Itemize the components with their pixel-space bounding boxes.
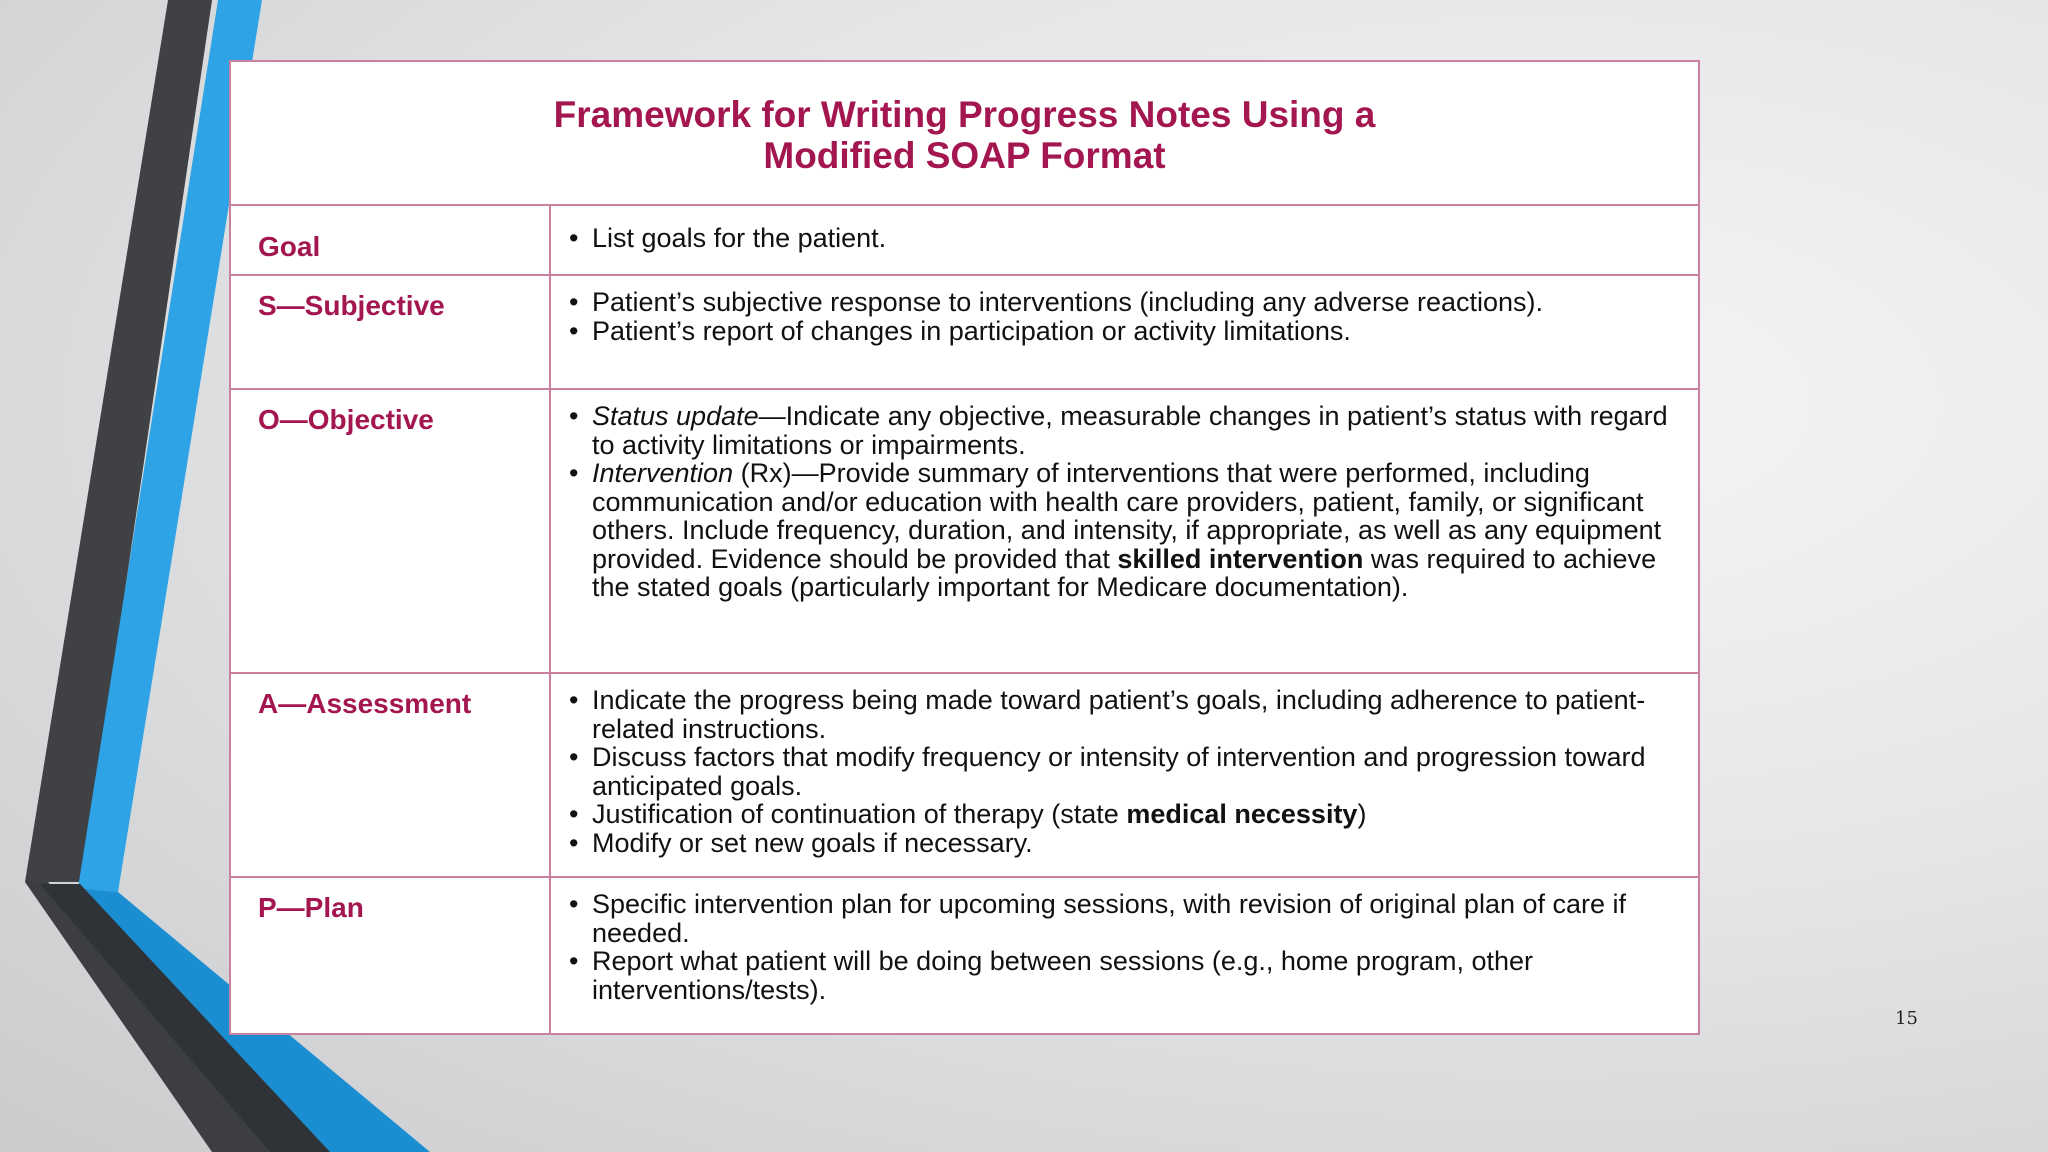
- italic-text: Intervention: [592, 458, 734, 488]
- bold-text: medical necessity: [1126, 799, 1358, 829]
- bullet-item: [567, 800, 1678, 829]
- bullet-item: [567, 459, 1678, 602]
- bullet-text: —Indicate any objective, measurable changes in patient’s status with regard to activity limitations or impairments.: [592, 401, 1668, 460]
- bullet-list: [567, 224, 1678, 253]
- table-row-objective: [231, 390, 1698, 674]
- row-content: [551, 206, 1698, 274]
- bullet-text: Modify or set new goals if necessary.: [592, 827, 1033, 858]
- bullet-item: [567, 224, 1678, 253]
- bullet-text: Specific intervention plan for upcoming sessions, with revision of original plan of care if needed.: [592, 889, 1627, 948]
- bullet-text: Justification of continuation of therapy (state: [592, 799, 1127, 829]
- bullet-list: [567, 288, 1678, 345]
- soap-framework-table: [229, 60, 1700, 1035]
- bullet-text: ): [1357, 799, 1367, 829]
- table-row-assessment: [231, 674, 1698, 878]
- slide-number: 15: [1895, 1008, 1918, 1029]
- table-title-line-2: Modified SOAP Format: [763, 135, 1166, 176]
- row-label: Goal: [231, 206, 551, 274]
- bullet-text: Indicate the progress being made toward patient’s goals, including adherence to patient-related instructions.: [592, 685, 1646, 744]
- table-row-subjective: [231, 276, 1698, 390]
- bullet-text: (Rx)—Provide summary of interventions that were performed, including communication and/or education with health care providers, patient, family, or significant others. Include frequency, duration, and intensity, if appropriate, as well as any equipment provided. Evidence should be provided that: [592, 458, 1662, 574]
- bullet-list: [567, 402, 1678, 602]
- table-title: [231, 62, 1698, 206]
- bullet-item: [567, 686, 1678, 743]
- row-content: [551, 878, 1698, 1033]
- row-label: O—Objective: [231, 390, 551, 672]
- row-content: [551, 674, 1698, 876]
- bullet-item: [567, 288, 1678, 317]
- bullet-list: [567, 686, 1678, 857]
- bold-text: skilled intervention: [1117, 543, 1364, 574]
- row-label: P—Plan: [231, 878, 551, 1033]
- bullet-item: [567, 402, 1678, 459]
- bullet-item: [567, 890, 1678, 947]
- bullet-item: [567, 743, 1678, 800]
- bullet-text: List goals for the patient.: [592, 223, 887, 253]
- row-label: S—Subjective: [231, 276, 551, 388]
- table-row-plan: [231, 878, 1698, 1033]
- bullet-text: Patient’s report of changes in participation or activity limitations.: [592, 315, 1351, 346]
- bullet-text: Discuss factors that modify frequency or intensity of intervention and progression toward anticipated goals.: [592, 742, 1646, 801]
- bullet-text: was required to achieve the stated goals (particularly important for Medicare documentation).: [592, 543, 1657, 602]
- table-title-line-1: Framework for Writing Progress Notes Using a: [553, 94, 1376, 135]
- bullet-text: Patient’s subjective response to interventions (including any adverse reactions).: [592, 287, 1544, 317]
- row-content: [551, 276, 1698, 388]
- bullet-text: Report what patient will be doing between sessions (e.g., home program, other interventions/tests).: [592, 946, 1534, 1005]
- row-label: A—Assessment: [231, 674, 551, 876]
- italic-text: Status update: [592, 401, 759, 431]
- bullet-item: [567, 829, 1678, 858]
- row-content: [551, 390, 1698, 672]
- table-body: [231, 206, 1698, 1033]
- bullet-item: [567, 317, 1678, 346]
- bullet-item: [567, 947, 1678, 1004]
- table-row-goal: [231, 206, 1698, 276]
- bullet-list: [567, 890, 1678, 1004]
